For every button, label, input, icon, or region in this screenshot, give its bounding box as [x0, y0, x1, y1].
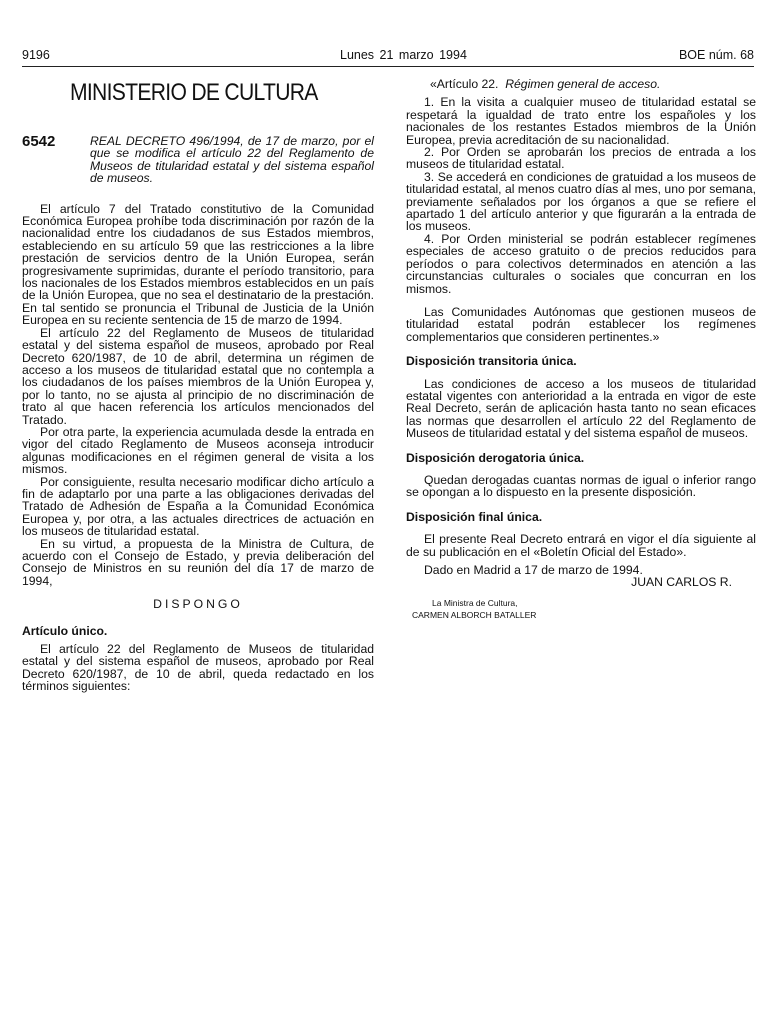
derogatoria-text: Quedan derogadas cuantas normas de igual o inferior rango se opongan a lo dispuesto en la presente disposición. — [406, 472, 756, 500]
article-item: 2. Por Orden se aprobarán los precios de entrada a los museos de titularidad estatal. — [406, 145, 756, 172]
decree-number: 6542 — [22, 133, 56, 150]
ministry-title: MINISTERIO DE CULTURA — [70, 79, 318, 106]
header-rule — [22, 66, 754, 67]
article-item: 3. Se accederá en condiciones de gratuidad a los museos de titularidad estatal, al menos cuatro días al mes, uno por semana, previamente señalados por los órganos a que se refiere el apartado 1 del artículo anterior y que figurarán a la entrada de los museos. — [406, 169, 756, 234]
page-header — [22, 48, 754, 66]
article-22-heading — [406, 78, 756, 90]
final-text: El presente Real Decreto entrará en vigor el día siguiente al de su publicación en el «Boletín Oficial del Estado». — [406, 532, 756, 559]
minister-name: CARMEN ALBORCH BATALLER — [412, 609, 537, 620]
article-22-label: «Artículo 22. — [430, 77, 499, 91]
transitoria-text: Las condiciones de acceso a los museos de titularidad estatal vigentes con anterioridad a la entrada en vigor de este Real Decreto, serán de aplicación hasta tanto no sean eficaces las normas que desarrollen el artículo 22 del Reglamento de Museos de titularidad estatal y del sistema español de museos. — [406, 376, 756, 441]
preamble-paragraph: En su virtud, a propuesta de la Ministra de Cultura, de acuerdo con el Consejo de Estado, y previa deliberación del Consejo de Ministros en su reunión del día 17 de marzo de 1994, — [22, 536, 374, 588]
minister-title: La Ministra de Cultura, — [432, 597, 518, 608]
final-heading: Disposición final única. — [406, 509, 543, 524]
decree-title: REAL DECRETO 496/1994, de 17 de marzo, por el que se modifica el artículo 22 del Reglamento de Museos de titularidad estatal y del sistema español de museos. — [90, 134, 374, 186]
left-column — [22, 78, 374, 693]
articulo-unico-heading: Artículo único. — [22, 623, 108, 638]
article-item: 4. Por Orden ministerial se podrán establecer regímenes especiales de acceso gratuito o de precios reducidos para períodos o para colectivos determinados en atención a las circunstancias culturales o sociales que concurran en los mismos. — [406, 231, 756, 296]
preamble-paragraph: Por otra parte, la experiencia acumulada desde la entrada en vigor del citado Reglamento de Museos aconseja introducir algunas modificaciones en el régimen general de visita a los mismos. — [22, 424, 374, 477]
preamble-paragraph: Por consiguiente, resulta necesario modificar dicho artículo a fin de adaptarlo por una parte a las obligaciones derivadas del Tratado de Adhesión de España a la Comunidad Económica Europea y, por otra, a las actuales directrices de actuación en los museos de titularidad estatal. — [22, 474, 374, 539]
dispongo-heading: DISPONGO — [153, 597, 243, 612]
preamble-paragraph: El artículo 22 del Reglamento de Museos de titularidad estatal y del sistema español de museos, aprobado por Real Decreto 620/1987, de 10 de abril, determina un régimen de acceso a los museos de titularidad estatal que no contempla a los ciudadanos de los países miembros de la Unión Europea y, por lo tanto, no se ajusta al principio de no discriminación de trato al que hacen referencia los artículos mencionados del Tratado. — [22, 325, 374, 427]
articulo-unico-text: El artículo 22 del Reglamento de Museos de titularidad estatal y del sistema español de museos, aprobado por Real Decreto 620/1987, de 10 de abril, queda redactado en los términos siguientes: — [22, 642, 374, 694]
derogatoria-heading: Disposición derogatoria única. — [406, 450, 585, 465]
signing-date: Dado en Madrid a 17 de marzo de 1994. — [424, 563, 643, 577]
preamble-paragraph: El artículo 7 del Tratado constitutivo de la Comunidad Económica Europea prohíbe toda discriminación por razón de la nacionalidad entre los ciudadanos de sus Estados miembros, estableciendo en su artículo 59 que las restricciones a la libre prestación de servicios dentro de la Unión Europea, serán progresivamente suprimidas, durante el período transitorio, para los nacionales de los Estados miembros establecidos en un país de la Unión Europea, que no sea el destinatario de la prestación. En tal sentido se pronuncia el Tribunal de Justicia de la Unión Europea en su reciente sentencia de 15 de marzo de 1994. — [22, 201, 374, 328]
king-signature: JUAN CARLOS R. — [631, 575, 732, 590]
decree-heading — [22, 135, 374, 185]
article-closing: Las Comunidades Autónomas que gestionen museos de titularidad estatal podrán establecer los regímenes complementarios que consideren pertinentes.» — [406, 304, 756, 344]
issue-date: Lunes 21 marzo 1994 — [340, 48, 467, 62]
page-number: 9196 — [22, 48, 50, 62]
transitoria-heading: Disposición transitoria única. — [406, 354, 577, 369]
article-item: 1. En la visita a cualquier museo de titularidad estatal se respetará la igualdad de trato entre los españoles y los nacionales de los restantes Estados miembros de la Unión Europea, previa acreditación de su nacionalidad. — [406, 95, 756, 147]
publication-issue: BOE núm. 68 — [678, 48, 754, 62]
right-column — [406, 78, 756, 621]
article-22-title: Régimen general de acceso. — [505, 77, 661, 91]
